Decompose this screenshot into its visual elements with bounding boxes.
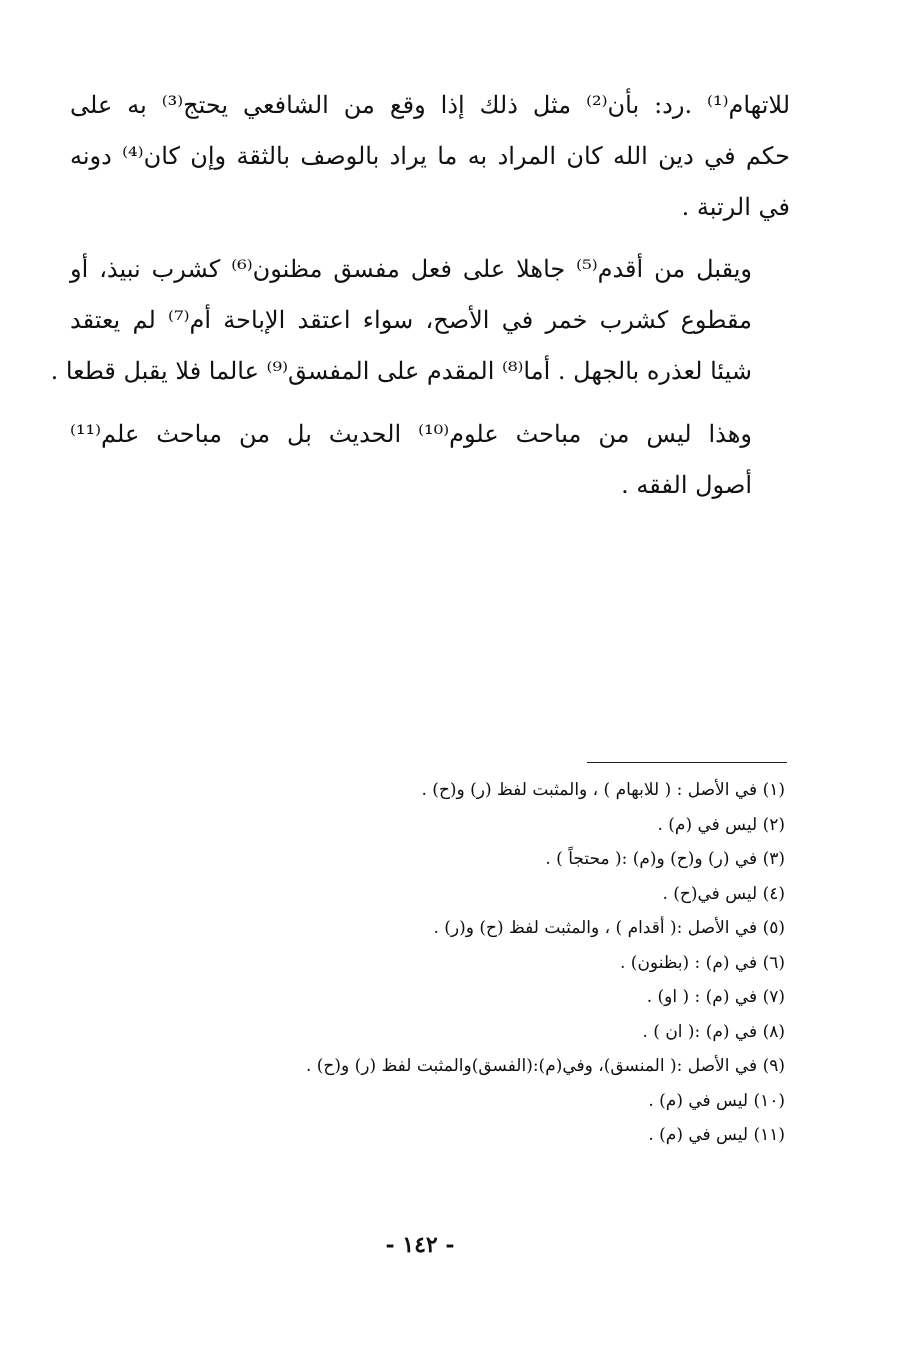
footnote-separator <box>587 762 787 763</box>
footnote: (٧) في (م) : ( او) . <box>646 987 785 1007</box>
footnote: (٣) في (ر) و(ح) و(م) :( محتجاً ) . <box>545 849 785 869</box>
paragraph-3 <box>70 409 790 511</box>
footnote: (١١) ليس في (م) . <box>648 1125 785 1145</box>
paragraph-line: وهذا ليس من مباحث علوم⁽¹⁰⁾ الحديث بل من مباحث علم⁽¹¹⁾ <box>70 420 752 448</box>
paragraph-line: شيئا لعذره بالجهل . أما⁽⁸⁾ المقدم على المفسق⁽⁹⁾ عالما فلا يقبل قطعا . <box>50 357 752 385</box>
paragraph-line: في الرتبة . <box>681 193 790 221</box>
paragraph-line: مقطوع كشرب خمر في الأصح، سواء اعتقد الإباحة أم⁽⁷⁾ لم يعتقد <box>70 306 752 334</box>
paragraph-line: ويقبل من أقدم⁽⁵⁾ جاهلا على فعل مفسق مظنون⁽⁶⁾ كشرب نبيذ، أو <box>70 255 753 283</box>
paragraph-1 <box>70 80 790 233</box>
footnotes-list <box>240 773 785 1153</box>
paragraph-line: أصول الفقه . <box>621 471 752 499</box>
footnote: (٦) في (م) : (بظنون) . <box>620 952 785 973</box>
paragraph-line: للاتهام⁽¹⁾ .رد: بأن⁽²⁾ مثل ذلك إذا وقع من الشافعي يحتج⁽³⁾ به على <box>70 91 791 119</box>
paragraph-2 <box>50 244 790 397</box>
footnote: (٨) في (م) :( ان ) . <box>642 1021 785 1042</box>
footnote: (٥) في الأصل :( أقدام ) ، والمثبت لفظ (ح) و(ر) . <box>433 918 785 938</box>
footnote: (٩) في الأصل :( المنسق)، وفي(م):(الفسق)والمثبت لفظ (ر) و(ح) . <box>305 1056 785 1076</box>
paragraph-line: حكم في دين الله كان المراد به ما يراد بالوصف بالثقة وإن كان⁽⁴⁾ دونه <box>70 142 790 170</box>
footnote: (٢) ليس في (م) . <box>657 814 785 835</box>
footnote: (٤) ليس في(ح) . <box>662 883 785 904</box>
page-number: - ١٤٢ - <box>385 1232 455 1258</box>
footnote: (١) في الأصل : ( للابهام ) ، والمثبت لفظ (ر) و(ح) . <box>421 780 785 800</box>
footnote: (١٠) ليس في (م) . <box>648 1090 785 1111</box>
